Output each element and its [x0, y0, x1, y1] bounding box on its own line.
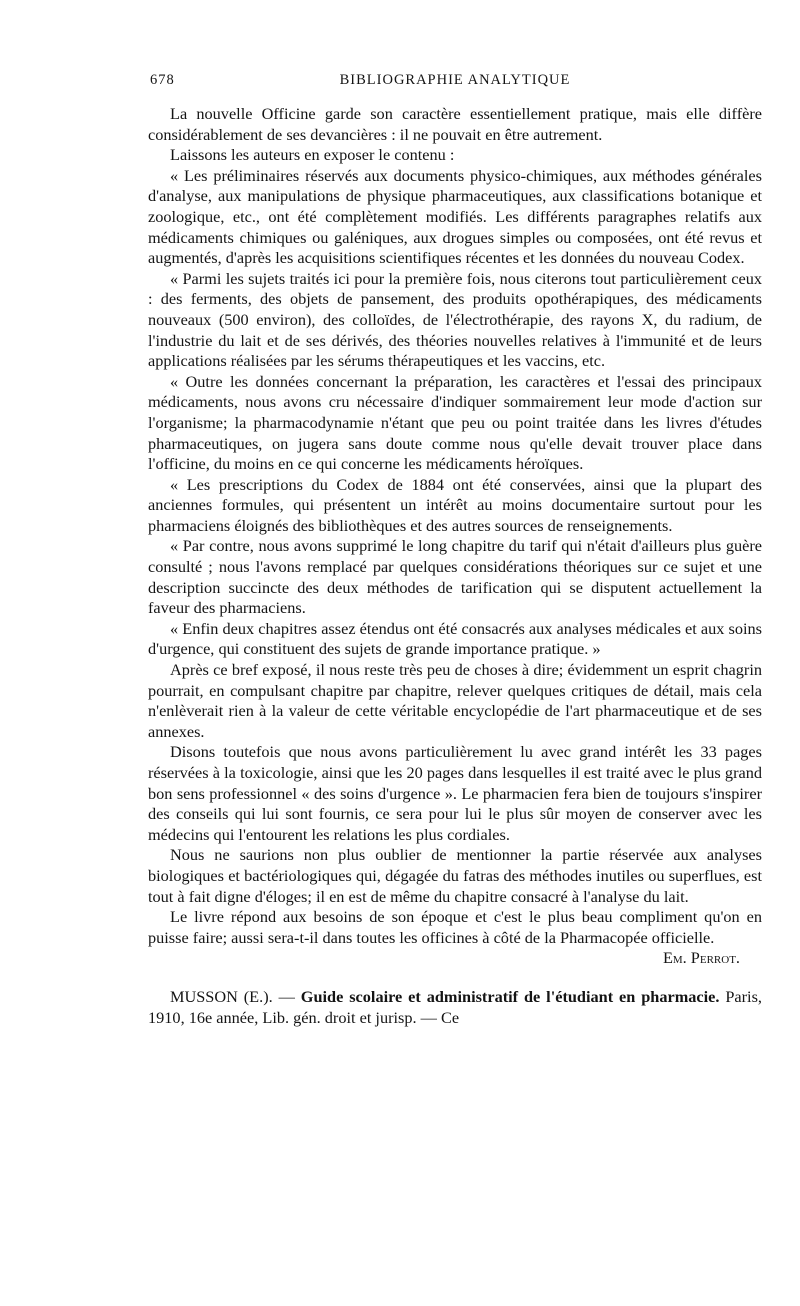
paragraph: La nouvelle Officine garde son caractère essentiellement pratique, mais elle diffère considérablement de ses devancières : il ne pouvait en être autrement. [148, 104, 762, 144]
entry-title: Guide scolaire et administratif de l'étudiant en pharmacie. [300, 986, 720, 1006]
paragraph: Disons toutefois que nous avons particulièrement lu avec grand intérêt les 33 pages réservées à la toxicologie, ainsi que les 20 pages dans lesquelles il est traité avec le plus grand bon sens professionnel « des soins d'urgence ». Le pharmacien fera bien de toujours s'inspirer des conseils qui lui sont fournis, ce sera pour lui le plus sûr moyen de conserver avec les médecins qui l'entourent les relations les plus cordiales. [148, 742, 762, 844]
paragraph: Après ce bref exposé, il nous reste très peu de choses à dire; évidemment un esprit chagrin pourrait, en compulsant chapitre par chapitre, relever quelques critiques de détail, mais cela n'enlèverait rien à la valeur de cette véritable encyclopédie de l'art pharmaceutique et de ses annexes. [148, 660, 762, 741]
entry-details: Paris, 1910, 16e année, Lib. gén. droit et jurisp. — Ce [148, 986, 762, 1027]
article-body [148, 104, 762, 1028]
quote-paragraph: « Par contre, nous avons supprimé le long chapitre du tarif qui n'était d'ailleurs plus guère consulté ; nous l'avons remplacé par quelques considérations théoriques sur ce sujet et une description succincte des deux méthodes de tarification qui se disputent actuellement la faveur des pharmaciens. [148, 536, 762, 618]
quote-paragraph: « Enfin deux chapitres assez étendus ont été consacrés aux analyses médicales et aux soins d'urgence, qui constituent des sujets de grande importance pratique. » [148, 618, 762, 659]
review-author: Em. Perrot. [662, 948, 740, 968]
page-number: 678 [150, 72, 175, 88]
page-header [150, 72, 760, 94]
quote-paragraph: « Les prescriptions du Codex de 1884 ont été conservées, ainsi que la plupart des anciennes formules, qui présentent un intérêt au moins documentaire surtout pour les pharmaciens éloignés des bibliothèques et des autres sources de renseignements. [148, 474, 762, 535]
quote-paragraph: « Les préliminaires réservés aux documents physico-chimiques, aux méthodes générales d'analyse, aux manipulations de physique pharmaceutiques, aux classifications botanique et zoologique, etc., ont été complètement modifiés. Les différents paragraphes relatifs aux médicaments chimiques ou galéniques, aux drogues simples ou composées, ont été revus et augmentés, d'après les acquisitions scientifiques récentes et les données du nouveau Codex. [148, 165, 762, 268]
next-bibliography-entry [148, 987, 762, 1028]
running-title: BIBLIOGRAPHIE ANALYTIQUE [339, 72, 571, 88]
paragraph: Nous ne saurions non plus oublier de mentionner la partie réservée aux analyses biologiques et bactériologiques qui, dégagée du fatras des méthodes inutiles ou superflues, est tout à fait digne d'éloges; il en est de même du chapitre consacré à l'analyse du lait. [148, 845, 762, 906]
paragraph: Laissons les auteurs en exposer le contenu : [170, 145, 455, 165]
quote-paragraph: « Outre les données concernant la préparation, les caractères et l'essai des principaux médicaments, nous avons cru nécessaire d'indiquer sommairement leur mode d'action sur l'organisme; la pharmacodynamie n'étant que peu ou point traitée dans les livres d'études pharmaceutiques, on jugera sans doute comme nous qu'elle devait trouver place dans l'officine, du moins en ce qui concerne les médicaments héroïques. [148, 371, 762, 474]
closing-text: Le livre répond aux besoins de son époque et c'est le plus beau compliment qu'on en puisse faire; aussi sera-t-il dans toutes les officines à côté de la Pharmacopée officielle. [148, 907, 762, 947]
entry-author: MUSSON (E.). — [170, 986, 301, 1006]
quote-paragraph: « Parmi les sujets traités ici pour la première fois, nous citerons tout particulièrement ceux : des ferments, des objets de pansement, des produits opothérapiques, des médicaments nouveaux (500 environ), des colloïdes, de l'électrothérapie, des rayons X, du radium, de l'industrie du lait et de ses dérivés, des théories nouvelles relatives à l'immunité et de leurs applications réalisées par les sérums thérapeutiques et les vaccins, etc. [148, 268, 762, 371]
closing-paragraph [148, 907, 762, 969]
